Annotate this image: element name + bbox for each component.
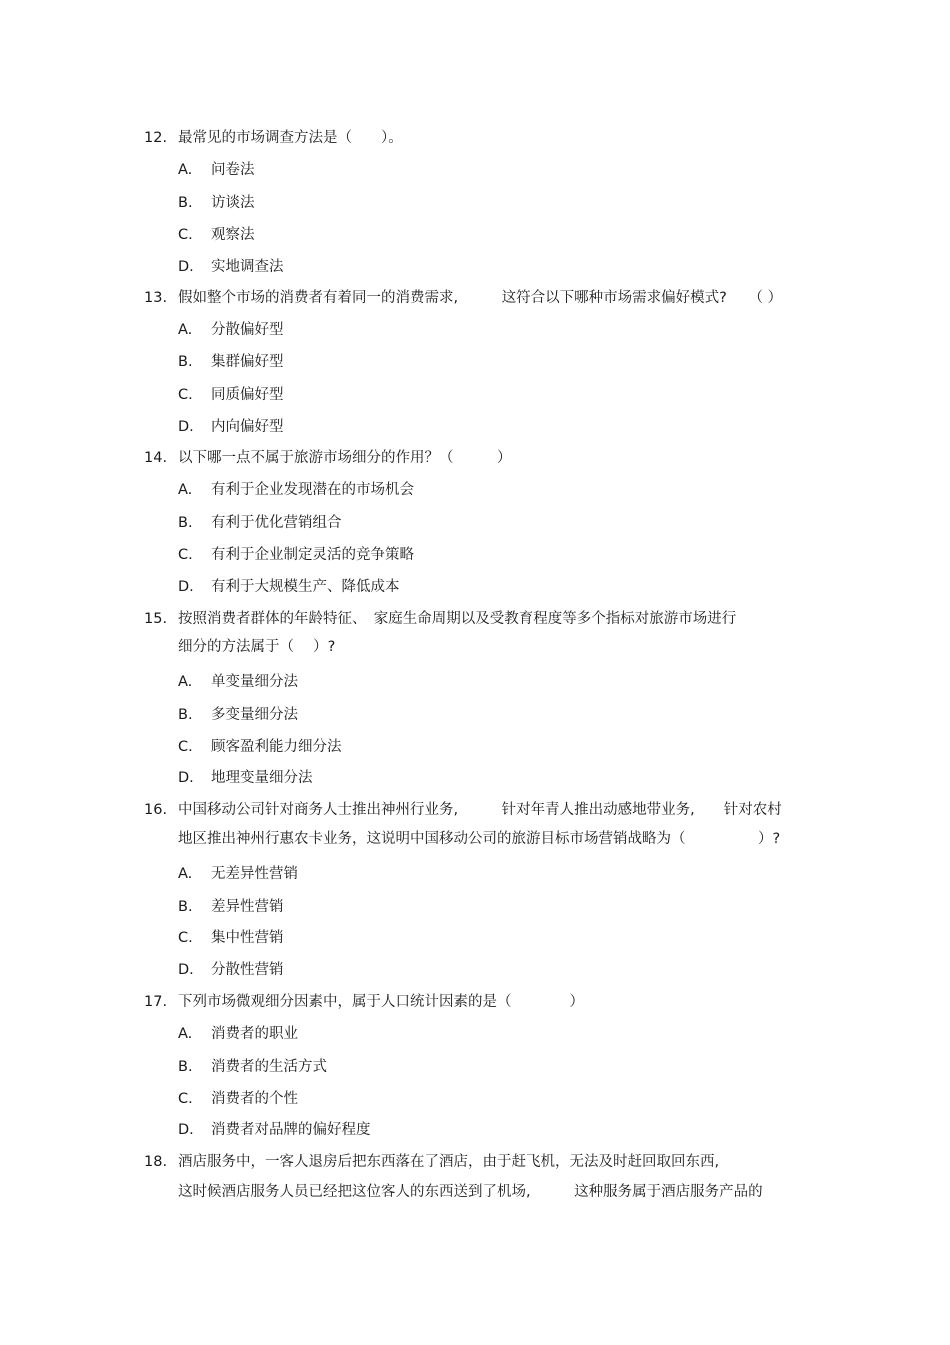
option-label: A. xyxy=(178,162,193,178)
option-label: C. xyxy=(178,227,193,243)
question-text: 以下哪一点不属于旅游市场细分的作用？（ ） xyxy=(178,450,512,466)
option-text: 消费者对品牌的偏好程度 xyxy=(211,1122,371,1138)
option-text: 顾客盈利能力细分法 xyxy=(211,739,342,755)
option-text: 消费者的生活方式 xyxy=(211,1059,327,1075)
option-label: C. xyxy=(178,930,193,946)
option-label: A. xyxy=(178,322,193,338)
option-label: A. xyxy=(178,482,193,498)
option-label: D. xyxy=(178,579,194,595)
question-text: 这时候酒店服务人员已经把这位客人的东西送到了机场, 这种服务属于酒店服务产品的 xyxy=(178,1184,763,1200)
option-text: 分散偏好型 xyxy=(211,322,284,338)
option-text: 差异性营销 xyxy=(211,899,284,915)
question-text: 假如整个市场的消费者有着同一的消费需求, 这符合以下哪种市场需求偏好模式? （ ） xyxy=(178,290,783,306)
question-text: 按照消费者群体的年龄特征、 家庭生命周期以及受教育程度等多个指标对旅游市场进行 xyxy=(178,611,737,627)
question-number: 16. xyxy=(144,802,168,818)
question-text: 地区推出神州行惠农卡业务，这说明中国移动公司的旅游目标市场营销战略为（ ）? xyxy=(178,831,781,847)
option-label: B. xyxy=(178,707,193,723)
option-label: C. xyxy=(178,739,193,755)
question-text: 酒店服务中，一客人退房后把东西落在了酒店，由于赶飞机，无法及时赶回取回东西, xyxy=(178,1154,720,1170)
option-text: 有利于企业制定灵活的竞争策略 xyxy=(211,547,414,563)
option-label: A. xyxy=(178,674,193,690)
question-text: 下列市场微观细分因素中，属于人口统计因素的是（ ） xyxy=(178,994,584,1010)
option-text: 单变量细分法 xyxy=(211,674,298,690)
option-text: 有利于大规模生产、降低成本 xyxy=(211,579,400,595)
question-number: 17. xyxy=(144,994,168,1010)
option-label: C. xyxy=(178,387,193,403)
option-text: 消费者的个性 xyxy=(211,1091,298,1107)
option-label: A. xyxy=(178,866,193,882)
question-text: 最常见的市场调查方法是（ ）。 xyxy=(178,130,403,146)
option-label: D. xyxy=(178,259,194,275)
option-text: 问卷法 xyxy=(211,162,255,178)
question-number: 12. xyxy=(144,130,168,146)
option-label: D. xyxy=(178,419,194,435)
option-text: 集中性营销 xyxy=(211,930,284,946)
question-number: 14. xyxy=(144,450,168,466)
option-text: 同质偏好型 xyxy=(211,387,284,403)
option-text: 集群偏好型 xyxy=(211,354,284,370)
question-number: 13. xyxy=(144,290,168,306)
option-label: C. xyxy=(178,547,193,563)
question-number: 18. xyxy=(144,1154,168,1170)
option-label: B. xyxy=(178,899,193,915)
option-text: 有利于优化营销组合 xyxy=(211,515,342,531)
question-text: 中国移动公司针对商务人士推出神州行业务, 针对年青人推出动感地带业务, 针对农村 xyxy=(178,802,782,818)
question-text: 细分的方法属于（ ）? xyxy=(178,639,336,655)
option-label: A. xyxy=(178,1026,193,1042)
option-text: 内向偏好型 xyxy=(211,419,284,435)
option-label: B. xyxy=(178,354,193,370)
option-text: 观察法 xyxy=(211,227,255,243)
option-label: D. xyxy=(178,962,194,978)
question-number: 15. xyxy=(144,611,168,627)
option-label: D. xyxy=(178,770,194,786)
option-text: 无差异性营销 xyxy=(211,866,298,882)
option-text: 地理变量细分法 xyxy=(211,770,313,786)
option-label: C. xyxy=(178,1091,193,1107)
option-text: 多变量细分法 xyxy=(211,707,298,723)
option-label: D. xyxy=(178,1122,194,1138)
option-text: 消费者的职业 xyxy=(211,1026,298,1042)
option-text: 访谈法 xyxy=(211,195,255,211)
option-label: B. xyxy=(178,1059,193,1075)
option-text: 分散性营销 xyxy=(211,962,284,978)
option-text: 有利于企业发现潜在的市场机会 xyxy=(211,482,414,498)
option-label: B. xyxy=(178,195,193,211)
option-text: 实地调查法 xyxy=(211,259,284,275)
option-label: B. xyxy=(178,515,193,531)
